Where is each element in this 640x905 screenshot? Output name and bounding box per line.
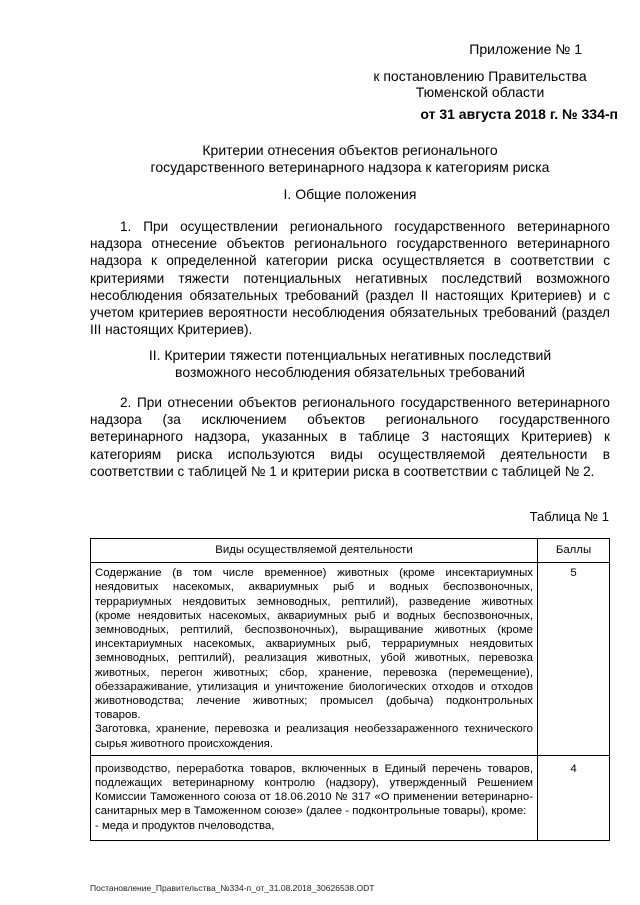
doc-title-line-2: государственного ветеринарного надзора к категориям риска: [150, 159, 550, 175]
score-cell: 4: [538, 755, 610, 840]
activity-text: производство, переработка товаров, включенных в Единый перечень товаров, подлежащих ветеринарному контролю (надзору), утвержденный Решением Комиссии Таможенного союза от 18.06.2010 № 317 «О применении ветеринарно-санитарных мер в Таможенном союзе» (далее - подконтрольные товары), кроме:: [95, 762, 533, 818]
appendix-line-3: Тюменской области: [415, 84, 545, 100]
activity-cell: [91, 563, 538, 756]
table-header-row: [91, 539, 610, 563]
section-2-paragraph: 2. При отнесении объектов регионального государственного ветеринарного надзора (за исключением объектов регионального государственного ветеринарного надзора, указанных в таблице 3 настоящих Критериев) к категориям риска используются виды осуществляемой деятельности в соответствии с таблицей № 1 и критерии риска в соответствии с таблицей № 2.: [90, 395, 610, 479]
table-caption: Таблица № 1: [529, 509, 609, 524]
table-row: [91, 563, 610, 756]
header-score: Баллы: [538, 539, 610, 563]
activity-cell: [91, 755, 538, 840]
activity-table: [90, 538, 610, 841]
section-2-heading-line-2: возможного несоблюдения обязательных требований: [175, 364, 525, 380]
footer-filename: Постановление_Правительства_№334-п_от_31.08.2018_30626538.ODT: [90, 883, 375, 893]
appendix-line-2: к постановлению Правительства: [373, 68, 587, 84]
doc-title-line-1: Критерии отнесения объектов регионального: [202, 142, 498, 158]
section-1-heading: I. Общие положения: [283, 186, 417, 202]
section-1-paragraph: 1. При осуществлении регионального государственного ветеринарного надзора отнесение объектов регионального государственного ветеринарного надзора к определенной категории риска осуществляется в соответствии с критериями тяжести потенциальных негативных последствий возможного несоблюдения обязательных требований (раздел II настоящих Критериев) и с учетом критериев вероятности несоблюдения обязательных требований (раздел III настоящих Критериев).: [90, 219, 610, 338]
header-activity: Виды осуществляемой деятельности: [91, 539, 538, 563]
activity-text-2: Заготовка, хранение, перевозка и реализация необеззараженного технического сырья животного происхождения.: [95, 723, 533, 750]
activity-text: Содержание (в том числе временное) животных (кроме инсектариумных неядовитых насекомых, аквариумных рыб и водных беспозвоночных, террариумных неядовитых земноводных, рептилий), разведение животных (кроме неядовитых насекомых, аквариумных рыб и водных беспозвоночных, земноводных, рептилий, беспозвоночных), выращивание животных (кроме инсектариумных насекомых, аквариумных рыб, террариумных неядовитых земноводных, рептилий), реализация животных, убой животных, перевозка животных, перегон животных; сбор, хранение, перевозка (перемещение), обеззараживание, утилизация и уничтожение биологических отходов и отходов животноводства; лечение животных; промысел (добыча) подконтрольных товаров.: [95, 567, 533, 722]
table-row: [91, 755, 610, 840]
appendix-line-1: Приложение № 1: [469, 41, 582, 57]
section-2-heading-line-1: II. Критерии тяжести потенциальных негативных последствий: [148, 347, 552, 363]
score-cell: 5: [538, 563, 610, 756]
activity-text-2: - меда и продуктов пчеловодства,: [95, 819, 275, 832]
appendix-line-4: от 31 августа 2018 г. № 334-п: [420, 106, 618, 122]
